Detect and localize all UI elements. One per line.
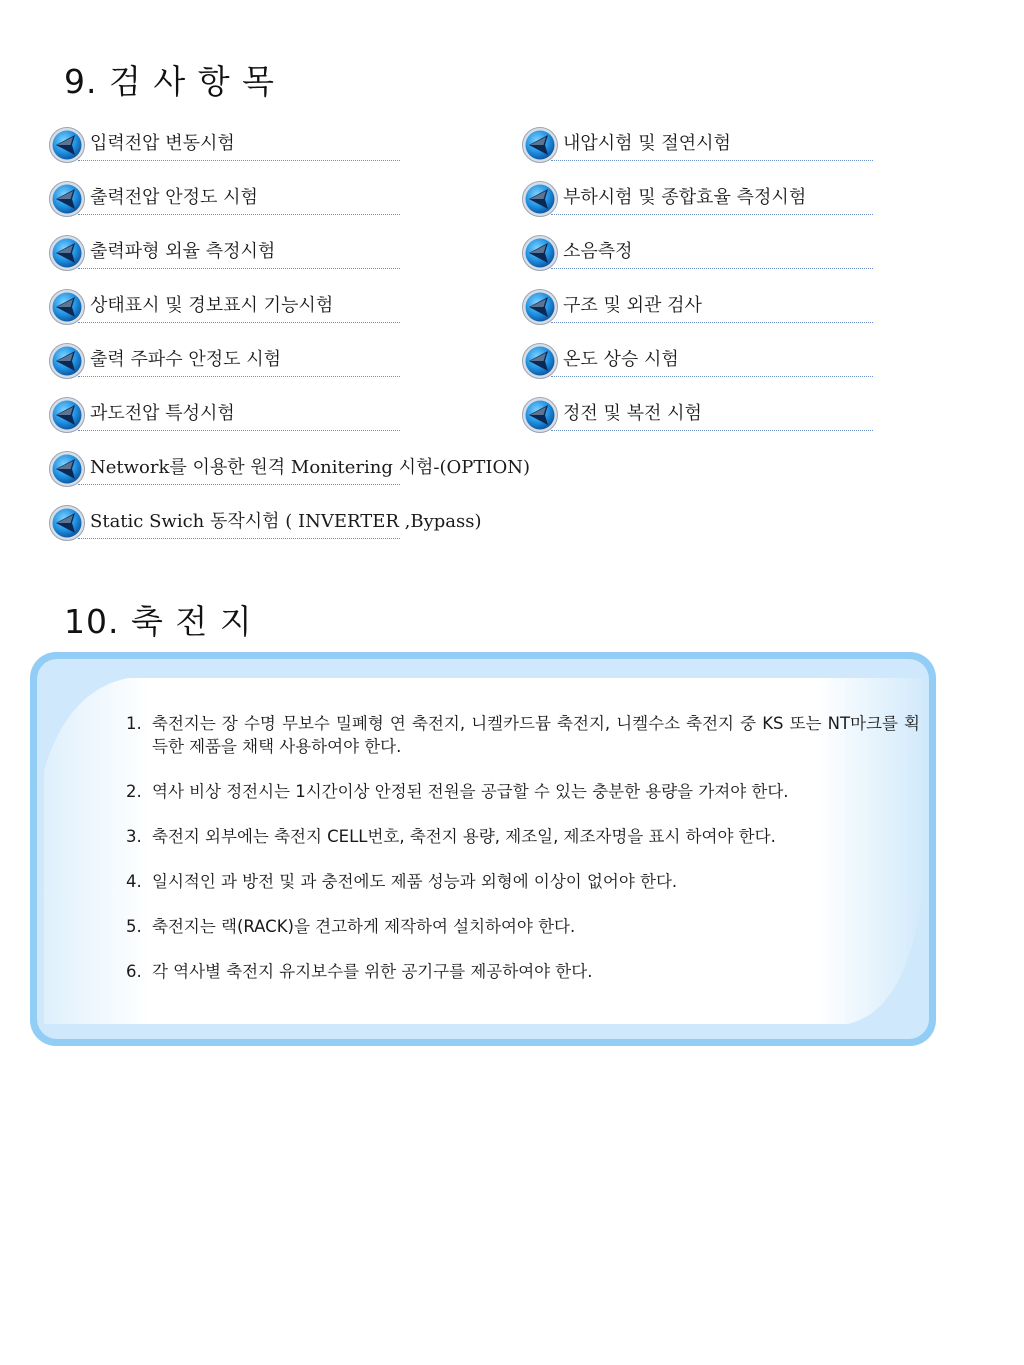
inspection-item-label: 부하시험 및 종합효율 측정시험 xyxy=(563,187,807,208)
dotted-underline xyxy=(551,430,873,431)
dotted-underline xyxy=(551,160,873,161)
blue-arrow-bullet-icon xyxy=(521,342,559,380)
battery-requirement-list xyxy=(126,712,920,1005)
dotted-underline xyxy=(78,376,400,377)
blue-arrow-bullet-icon xyxy=(48,126,86,164)
inspection-item-label: 입력전압 변동시험 xyxy=(90,133,235,154)
battery-requirement-item: 5. 축전지는 랙(RACK)을 견고하게 제작하여 설치하여야 한다. xyxy=(126,917,576,936)
section-10-title: 10. 축 전 지 xyxy=(64,602,253,641)
inspection-item-label: 정전 및 복전 시험 xyxy=(563,403,702,424)
blue-arrow-bullet-icon xyxy=(521,234,559,272)
blue-arrow-bullet-icon xyxy=(48,450,86,488)
battery-requirements-box xyxy=(28,650,938,1048)
dotted-underline xyxy=(551,214,873,215)
dotted-underline xyxy=(78,160,400,161)
inspection-item-label: 출력 주파수 안정도 시험 xyxy=(90,349,282,370)
inspection-item-label: Network를 이용한 원격 Monitering 시험-(OPTION) xyxy=(90,457,530,478)
battery-requirement-item: 6. 각 역사별 축전지 유지보수를 위한 공기구를 제공하여야 한다. xyxy=(126,962,593,981)
battery-requirement-item: 3. 축전지 외부에는 축전지 CELL번호, 축전지 용량, 제조일, 제조자명을 표시 하여야 한다. xyxy=(126,827,776,846)
blue-arrow-bullet-icon xyxy=(521,288,559,326)
dotted-underline xyxy=(78,322,400,323)
blue-arrow-bullet-icon xyxy=(48,234,86,272)
dotted-underline xyxy=(78,484,400,485)
inspection-item-label: 과도전압 특성시험 xyxy=(90,403,235,424)
section-9-title: 9. 검 사 항 목 xyxy=(64,62,275,101)
battery-requirement-item: 1. 축전지는 장 수명 무보수 밀폐형 연 축전지, 니켈카드뮴 축전지, 니켈수소 축전지 중 KS 또는 NT마크를 획득한 제품을 채택 사용하여야 한다. xyxy=(126,714,920,756)
inspection-item-label: 내압시험 및 절연시험 xyxy=(563,133,731,154)
inspection-item-label: 구조 및 외관 검사 xyxy=(563,295,702,316)
dotted-underline xyxy=(78,430,400,431)
blue-arrow-bullet-icon xyxy=(521,180,559,218)
blue-arrow-bullet-icon xyxy=(521,396,559,434)
inspection-item-label: 소음측정 xyxy=(563,241,633,262)
dotted-underline xyxy=(551,268,873,269)
inspection-item-label: 출력전압 안정도 시험 xyxy=(90,187,258,208)
blue-arrow-bullet-icon xyxy=(521,126,559,164)
battery-requirement-item: 2. 역사 비상 정전시는 1시간이상 안정된 전원을 공급할 수 있는 충분한 용량을 가져야 한다. xyxy=(126,782,789,801)
blue-arrow-bullet-icon xyxy=(48,180,86,218)
blue-arrow-bullet-icon xyxy=(48,342,86,380)
inspection-item-label: 온도 상승 시험 xyxy=(563,349,679,370)
dotted-underline xyxy=(551,376,873,377)
inspection-item-label: 출력파형 외율 측정시험 xyxy=(90,241,276,262)
blue-arrow-bullet-icon xyxy=(48,288,86,326)
blue-arrow-bullet-icon xyxy=(48,396,86,434)
inspection-item-label: Static Swich 동작시험 ( INVERTER ,Bypass) xyxy=(90,511,482,532)
blue-arrow-bullet-icon xyxy=(48,504,86,542)
inspection-item-label: 상태표시 및 경보표시 기능시험 xyxy=(90,295,334,316)
dotted-underline xyxy=(78,538,400,539)
dotted-underline xyxy=(78,268,400,269)
dotted-underline xyxy=(551,322,873,323)
dotted-underline xyxy=(78,214,400,215)
battery-requirement-item: 4. 일시적인 과 방전 및 과 충전에도 제품 성능과 외형에 이상이 없어야 한다. xyxy=(126,872,678,891)
